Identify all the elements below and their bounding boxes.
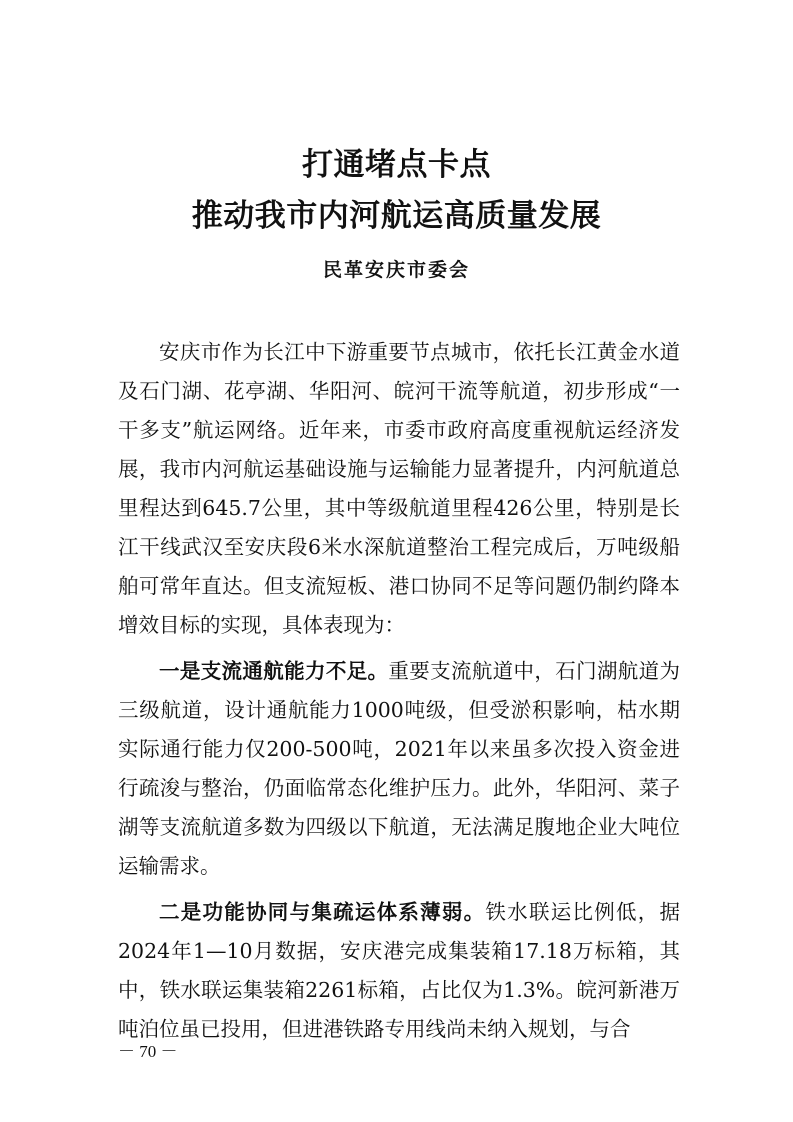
document-body: [118, 333, 680, 1056]
paragraph-intro: [118, 333, 680, 645]
paragraph-point-1: [118, 652, 680, 886]
paragraph-text: 铁水联运比例低，据2024年1—10月数据，安庆港完成集装箱17.18万标箱，其中，铁水联运集装箱2261标箱，占比仅为1.3%。皖河新港万吨泊位虽已投用，但进港铁路专用线尚未纳入规划，与合: [118, 900, 681, 1041]
document-title-line-1: 打通堵点卡点: [302, 147, 491, 183]
page-number: － 70 －: [118, 1042, 178, 1061]
paragraph-point-2: [118, 893, 680, 1049]
paragraph-text: 安庆市作为长江中下游重要节点城市，依托长江黄金水道及石门湖、花亭湖、华阳河、皖河干流等航道，初步形成“一干多支”航运网络。近年来，市委市政府高度重视航运经济发展，我市内河航运基础设施与运输能力显著提升，内河航道总里程达到645.7公里，其中等级航道里程426公里，特别是长江干线武汉至安庆段6米水深航道整治工程完成后，万吨级船舶可常年直达。但支流短板、港口协同不足等问题仍制约降本增效目标的实现，具体表现为：: [118, 340, 680, 637]
paragraph-lead: 一是支流通航能力不足。: [159, 659, 389, 683]
paragraph-lead: 二是功能协同与集疏运体系薄弱。: [159, 900, 486, 924]
document-author: 民革安庆市委会: [322, 259, 470, 281]
document-title-line-2: 推动我市内河航运高质量发展: [191, 198, 602, 234]
paragraph-text: 重要支流航道中，石门湖航道为三级航道，设计通航能力1000吨级，但受淤积影响，枯水期实际通行能力仅200-500吨，2021年以来虽多次投入资金进行疏浚与整治，仍面临常态化维护压力。此外，华阳河、菜子湖等支流航道多数为四级以下航道，无法满足腹地企业大吨位运输需求。: [118, 659, 681, 878]
